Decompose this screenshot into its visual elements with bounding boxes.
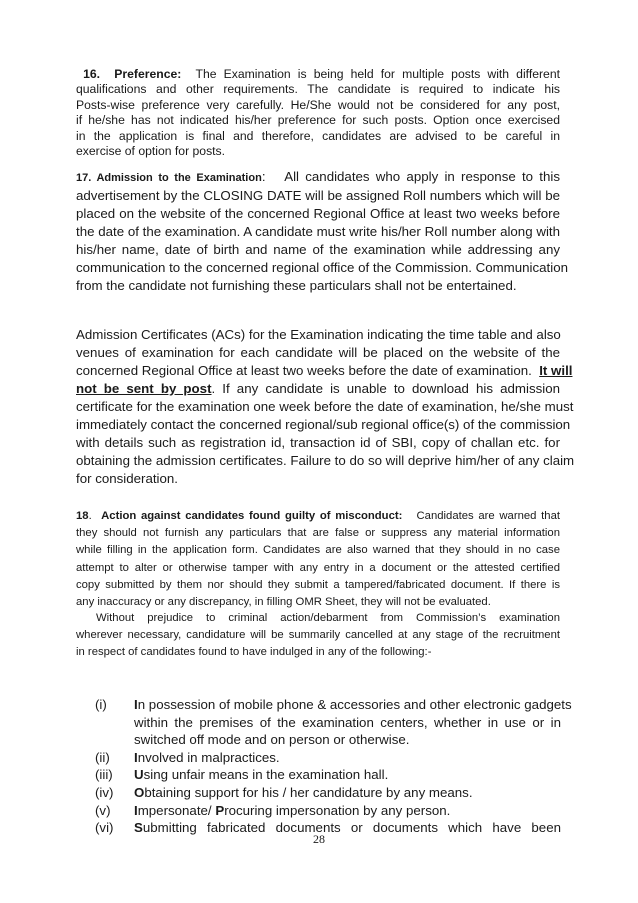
section-16-line: exercise of option for posts. (76, 144, 226, 159)
section-17-line: from the candidate not furnishing these particulars shall not be entertained. (76, 278, 517, 293)
ac-line: with details such as registration id, transaction id of SBI, copy of challan etc. for (76, 435, 560, 450)
page-number: 28 (313, 832, 325, 846)
section-17-line: his/her name, date of birth and name of the examination while addressing any (76, 242, 560, 257)
ac-line: venues of examination for each candidate will be placed on the website of the (76, 345, 560, 360)
section-16-number: 16. (83, 67, 101, 81)
list-item: (v) Impersonate/ Procuring impersonation by any person. (95, 802, 451, 818)
section-17-line: the date of the examination. A candidate must write his/her Roll number along with (76, 224, 560, 239)
section-18-misconduct (76, 508, 560, 611)
not-sent-by-post-emphasis: not be sent by post (76, 381, 212, 396)
section-18-heading: Action against candidates found guilty of misconduct: (101, 510, 403, 522)
list-item: (ii) Involved in malpractices. (95, 749, 280, 765)
ac-line: immediately contact the concerned regional/sub regional office(s) of the commission (76, 417, 571, 432)
section-17-admission (76, 168, 568, 295)
ac-line: not be sent by post. If any candidate is unable to download his admission (76, 381, 560, 396)
misconduct-list (95, 696, 572, 837)
section-18-line: they should not furnish any particulars that are false or suppress any material information (76, 527, 560, 540)
section-18-line: while filling in the application form. Candidates are also warned that they should in no case (76, 544, 560, 557)
section-18-line: 18. Action against candidates found guilty of misconduct: Candidates are warned that (76, 510, 561, 522)
ac-line: concerned Regional Office at least two weeks before the date of examination. It will (76, 363, 573, 378)
ac-line: obtaining the admission certificates. Failure to do so will deprive him/her of any claim (76, 453, 575, 468)
section-17-line: advertisement by the CLOSING DATE will be assigned Roll numbers which will be (76, 188, 560, 203)
section-17-line: 17. Admission to the Examination: All candidates who apply in response to this (76, 169, 561, 184)
list-item-number: (v) (95, 802, 111, 818)
para2-line: Without prejudice to criminal action/debarment from Commission’s examination (96, 612, 560, 624)
list-item: (vi) Submitting fabricated documents or documents which have been (95, 820, 561, 836)
ac-line: for consideration. (76, 471, 178, 486)
list-item-number: (iii) (95, 767, 113, 783)
section-18-line: copy submitted by them nor should they submit a tampered/fabricated document. If there is (76, 578, 560, 591)
section-16-heading: Preference: (114, 67, 182, 81)
section-18-line: any inaccuracy or any discrepancy, in filling OMR Sheet, they will not be evaluated. (76, 596, 491, 609)
list-item-number: (ii) (95, 749, 110, 765)
section-16-line: if he/she has not indicated his/her preference for such posts. Option once exercised (76, 113, 560, 128)
list-item-number: (i) (95, 697, 107, 712)
ac-line: Admission Certificates (ACs) for the Examination indicating the time table and also (76, 327, 561, 342)
section-18-paragraph-2 (76, 610, 560, 662)
ac-line: certificate for the examination one week before the date of examination, he/she must (76, 399, 574, 414)
list-item: (i) In possession of mobile phone & accessories and other electronic gadgets within the premises of the examination centers, whether in use or in switched off mode and on person or otherwise. (95, 697, 572, 748)
list-item-number: (iv) (95, 784, 114, 800)
section-17-line: placed on the website of the concerned Regional Office at least two weeks before (76, 206, 560, 221)
section-16-line: in the application is final and therefore, candidates are advised to be careful in (76, 128, 560, 143)
section-16-line: 16. Preference: The Examination is being held for multiple posts with different (83, 67, 560, 81)
list-item: (iii) Using unfair means in the examination hall. (95, 767, 389, 783)
section-16-line: Posts-wise preference very carefully. He/She would not be considered for any post, (76, 97, 560, 112)
para2-line: in respect of candidates found to have indulged in any of the following:- (76, 646, 432, 659)
section-16-preference (76, 67, 560, 159)
list-item: (iv) Obtaining support for his / her candidature by any means. (95, 784, 473, 800)
admission-certificates-paragraph (76, 326, 575, 488)
it-will-emphasis: It will (539, 363, 573, 378)
section-18-line: attempt to alter or otherwise tamper with any entry in a document or the attested certified (76, 561, 560, 574)
section-17-heading: 17. Admission to the Examination (76, 172, 262, 184)
section-16-line: qualifications and other requirements. The candidate is required to indicate his (76, 82, 560, 97)
section-18-number: 18 (76, 510, 89, 522)
para2-line: wherever necessary, candidature will be summarily cancelled at any stage of the recruitment (76, 629, 560, 642)
list-item-number: (vi) (95, 820, 114, 836)
section-17-line: communication to the concerned regional office of the Commission. Communication (76, 260, 568, 275)
